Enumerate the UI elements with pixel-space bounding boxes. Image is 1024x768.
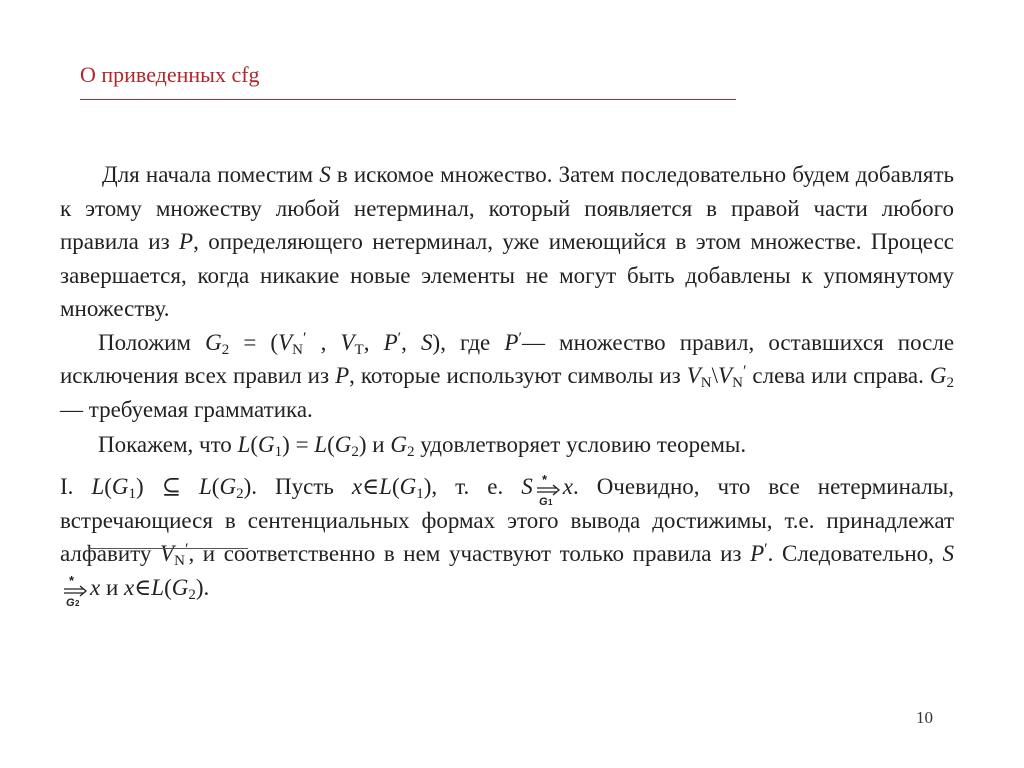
slide-body xyxy=(60,158,954,605)
deriv-star-2: * xyxy=(69,574,75,588)
paragraph-4: I. $L(G_1)$ ⊆ $L(G_2)$. Пусть $x\in L(G_1)$, т. е. S * G 1 x. Очевидно, что все нетерминалы, встречающиеся в сентенциальных формах этого вывода достижимы, т.е. принадлежат алфавиту $V_N'$, и соответственно в нем участвуют только правила из P′. Следовательно, S * G 2 x и $x\in L(G_2)$. xyxy=(60,473,955,607)
item-underline xyxy=(88,548,248,549)
title-underline xyxy=(80,99,736,100)
deriv-sub-2: 2 xyxy=(75,598,80,607)
paragraph-1: Для начала поместим S в искомое множество. Затем последовательно будем добавлять к этому множеству любой нетерминал, который появляется в правой части любого правила из P, определяющего нетерминал, уже имеющийся в этом множестве. Процесс завершается, когда никакие новые элементы не могут быть добавлены к упомянутому множеству. xyxy=(60,162,955,321)
derives-g1-symbol xyxy=(533,473,563,506)
deriv-sub-1: 1 xyxy=(547,497,553,506)
paragraph-3: Покажем, что $L(G_1) = L(G_2)$ и $G_2$ удовлетворяет условию теоремы. xyxy=(98,432,747,460)
deriv-star-1: * xyxy=(541,473,547,487)
derives-g2-symbol xyxy=(60,574,90,607)
page-number: 10 xyxy=(916,708,933,727)
deriv-g-2: G xyxy=(66,596,75,607)
deriv-g-1: G xyxy=(538,495,548,506)
slide-title: О приведенных cfg xyxy=(80,62,260,87)
paragraph-2: Положим $G_2 = (V_N'$ , $V_T$, P′, S), где P′— множество правил, оставшихся после исключения всех правил из P, которые используют символы из $V_N\backslash V_N'$ слева или справа. $G_2$ — требуемая грамматика. xyxy=(60,329,955,422)
item-number: I. xyxy=(60,473,74,499)
